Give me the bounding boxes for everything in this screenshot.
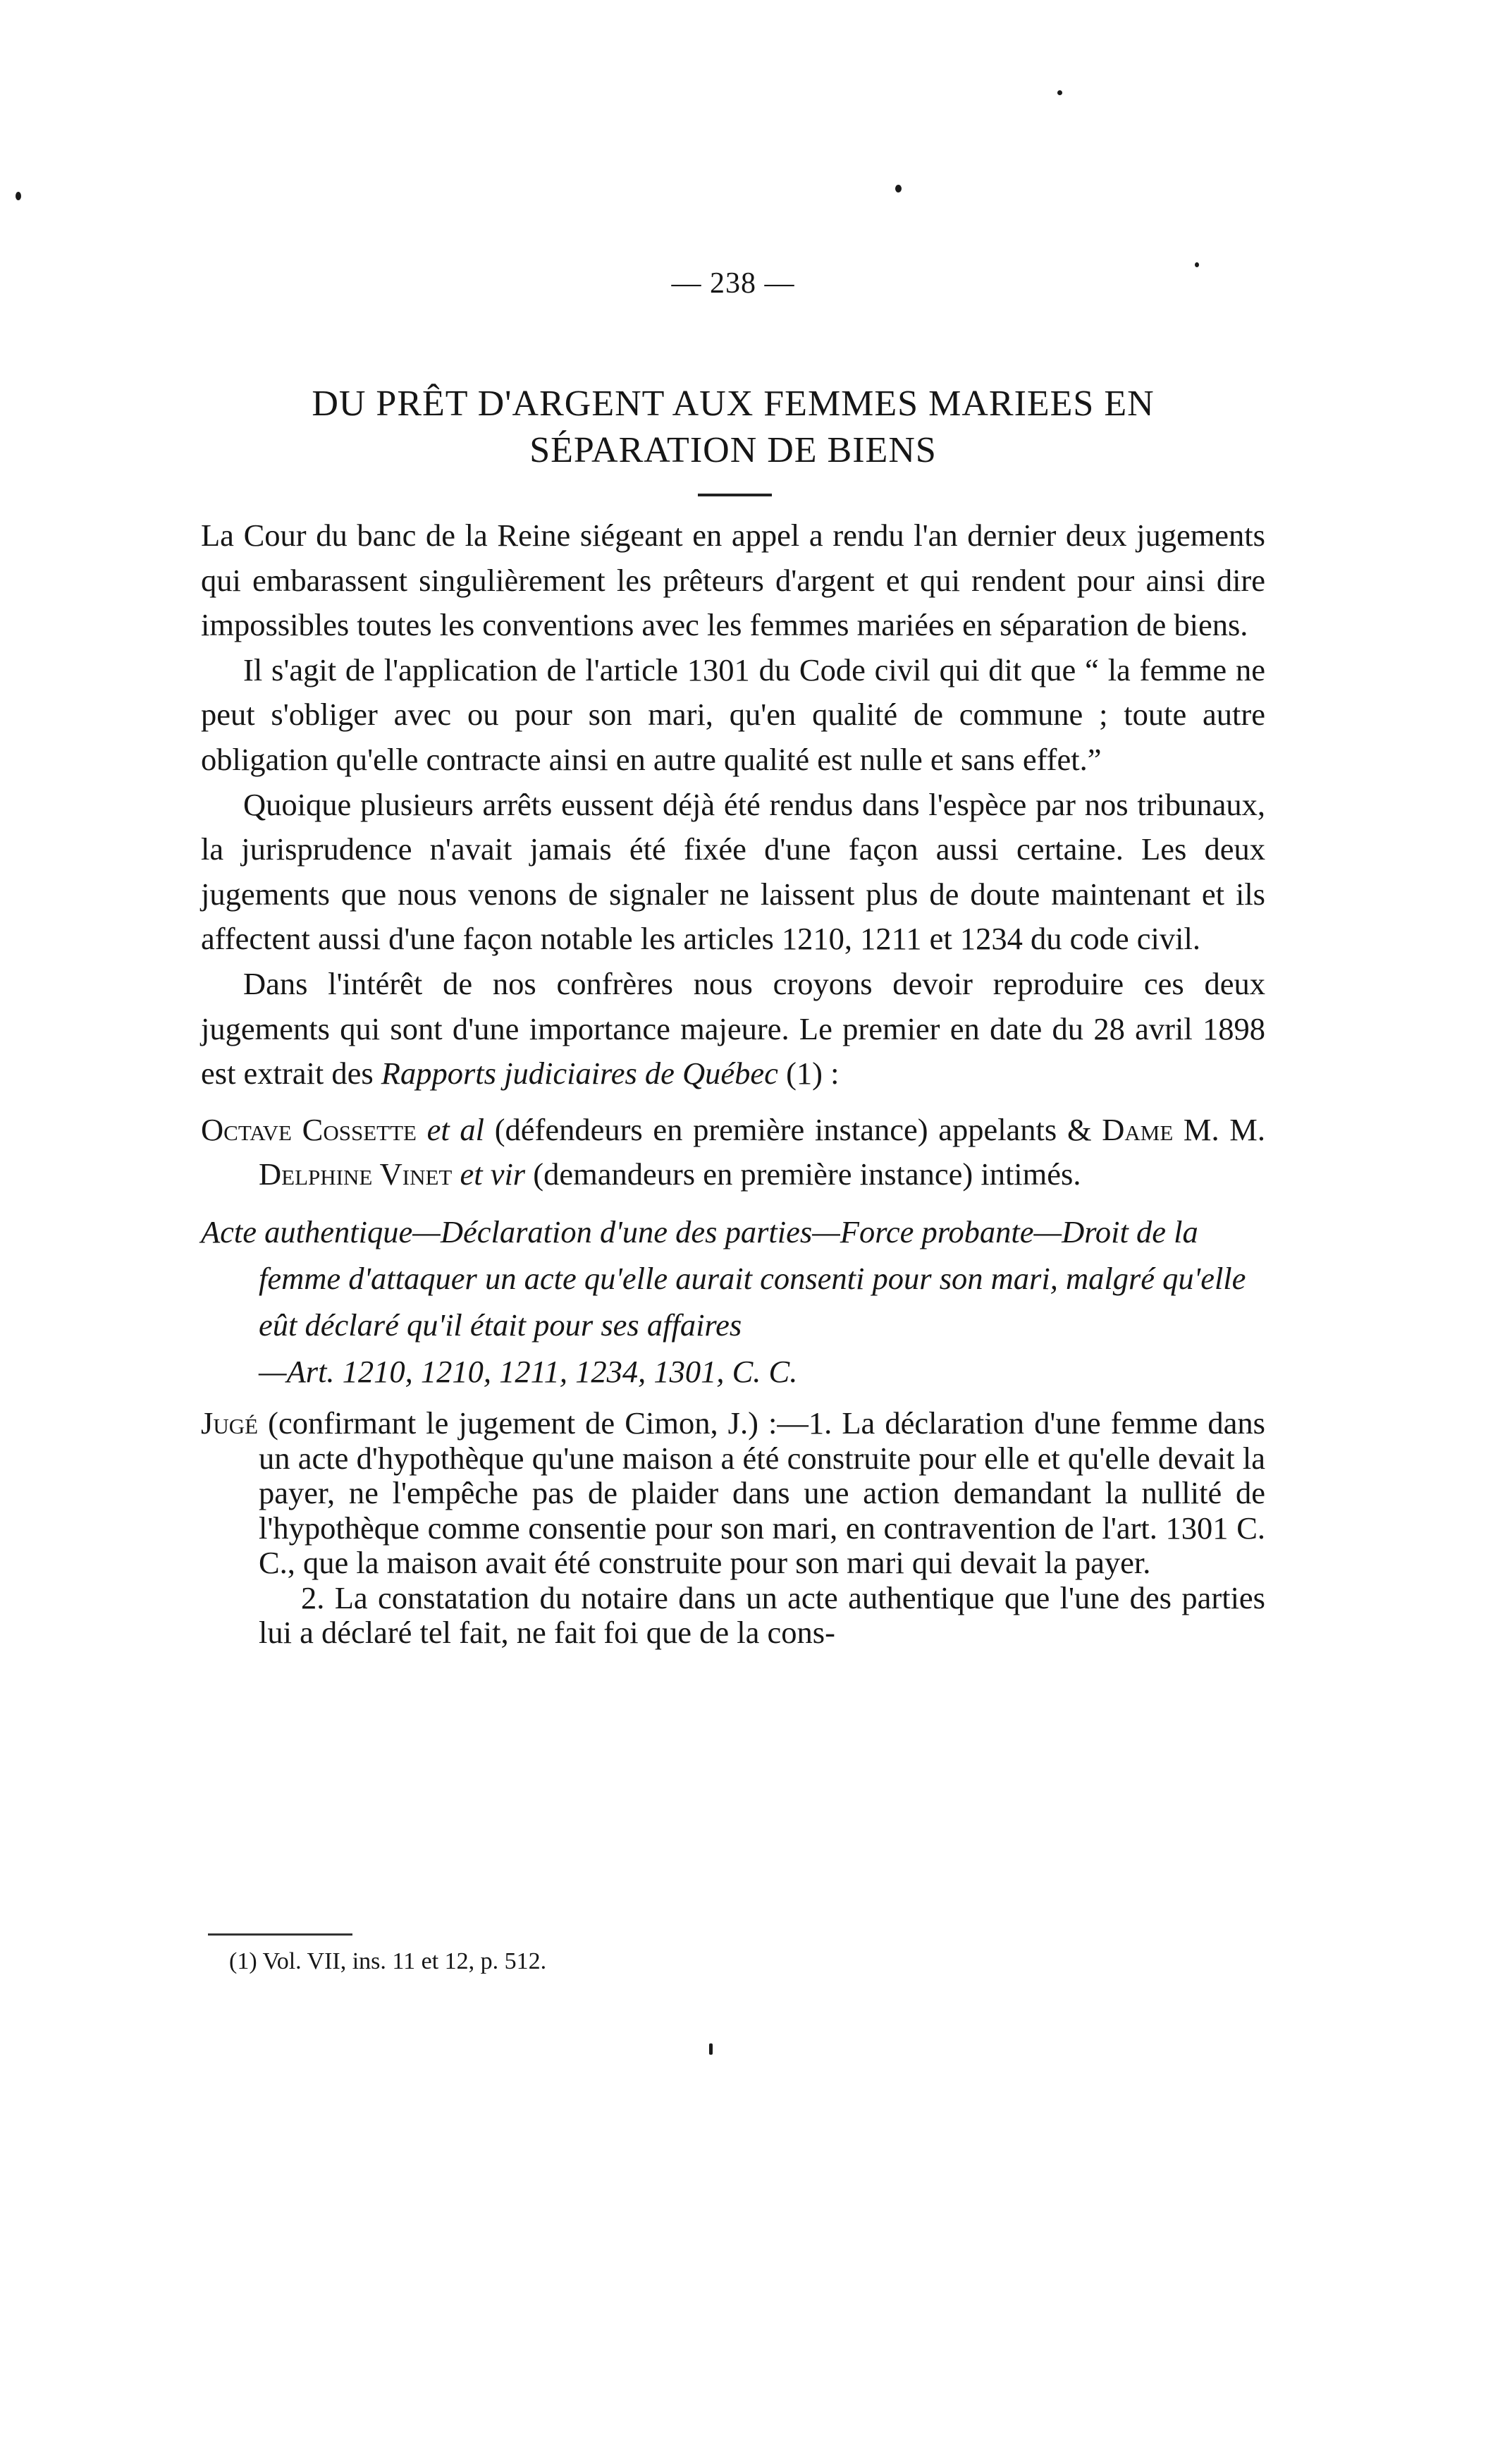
juge-text: (confirmant le jugement de Cimon, J.) :—1. La déclaration d'une femme dans un acte d'hypothèque qu'une maison a été construite pour elle et qu'elle devait la payer, ne l'empêche pas de plaider dans une action demandant la nullité de l'hypothèque comme consentie pour son mari, en contravention de l'art. 1301 C. C., que la maison avait été construite pour son mari qui devait la payer.	[258, 1405, 1265, 1581]
title-rule	[698, 494, 772, 496]
headnote-articles: —Art. 1210, 1210, 1211, 1234, 1301, C. C.	[259, 1353, 798, 1389]
footnote-rule	[208, 1933, 352, 1936]
paragraph-1: La Cour du banc de la Reine siégeant en appel a rendu l'an dernier deux jugements qui embarassent singulièrement les prêteurs d'argent et qui rendent pour ainsi dire impossibles toutes les conventions avec les femmes mariées en séparation de biens.	[201, 518, 1265, 643]
title-line-2: SÉPARATION DE BIENS	[529, 430, 937, 470]
appellant-role: (défendeurs en première instance) appelants	[484, 1111, 1057, 1147]
document-page	[201, 0, 1265, 2439]
appellant-suffix: et al	[426, 1111, 485, 1147]
paragraph-4-tail: (1) :	[777, 1056, 840, 1092]
article-body	[201, 513, 1265, 1651]
headnote	[201, 1209, 1265, 1395]
case-parties	[201, 1108, 1265, 1197]
scan-speck	[16, 192, 21, 200]
judgment-point-1	[201, 1406, 1265, 1581]
judgment-point-2: 2. La constatation du notaire dans un acte authentique que l'une des parties lui a déclaré tel fait, ne fait foi que de la cons-	[259, 1579, 1265, 1651]
juge-label: Jugé	[201, 1405, 259, 1441]
page-number: — 238 —	[671, 267, 795, 300]
article-title	[201, 381, 1265, 474]
headnote-text: Acte authentique—Déclaration d'une des parties—Force probante—Droit de la femme d'attaquer un acte qu'elle aurait consenti pour son mari, malgré qu'elle eût déclaré qu'il était pour ses affaires	[201, 1214, 1246, 1343]
parties-ampersand: &	[1067, 1111, 1102, 1147]
respondent-name: Dame M. M. Delphine Vinet	[259, 1111, 1265, 1192]
title-line-1: DU PRÊT D'ARGENT AUX FEMMES MARIEES EN	[312, 384, 1155, 424]
appellant-name: Octave Cossette	[201, 1111, 417, 1147]
respondent-suffix: et vir	[460, 1156, 526, 1192]
respondent-role: (demandeurs en première instance) intimés.	[525, 1156, 1081, 1192]
paragraph-4	[201, 962, 1265, 1096]
footnote: (1) Vol. VII, ins. 11 et 12, p. 512.	[229, 1948, 547, 1974]
reference-title: Rapports judiciaires de Québec	[381, 1056, 778, 1092]
paragraph-4-text: Dans l'intérêt de nos confrères nous croyons devoir reproduire ces deux jugements qui sont d'une importance majeure. Le premier en date du 28 avril 1898 est extrait des	[201, 965, 1265, 1092]
paragraph-3: Quoique plusieurs arrêts eussent déjà été rendus dans l'espèce par nos tribunaux, la jurisprudence n'avait jamais été fixée d'une façon aussi certaine. Les deux jugements que nous venons de signaler ne laissent plus de doute maintenant et ils affectent aussi d'une façon notable les articles 1210, 1211 et 1234 du code civil.	[201, 786, 1265, 957]
paragraph-2: Il s'agit de l'application de l'article 1301 du Code civil qui dit que “ la femme ne peut s'obliger avec ou pour son mari, qu'en qualité de commune ; toute autre obligation qu'elle contracte ainsi en autre qualité est nulle et sans effet.”	[201, 652, 1265, 777]
